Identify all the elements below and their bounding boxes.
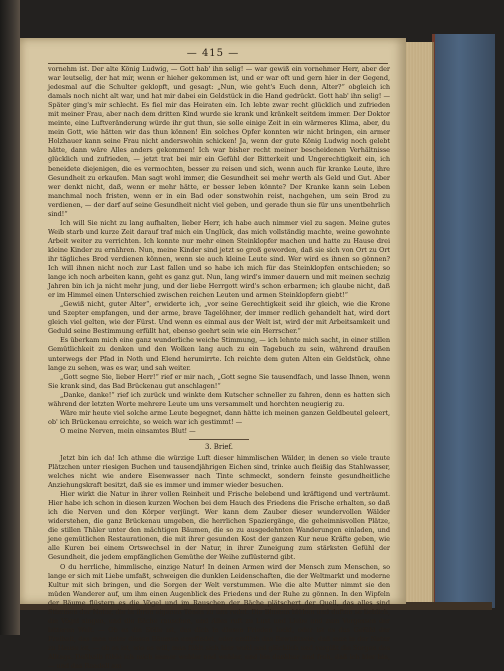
paragraph: „Gewiß nicht, guter Alter“, erwiderte ich, „vor seine Gerechtigkeit seid ihr gleich, wie die Krone und Szepter empfangen, und der arme, brave Tagelöhner, der immer redlich gehandelt hat, wird dort gleich viel gelten, wie der Fürst. Und wenn es einmal aus der Welt ist, wird der mit Arbeitsamkeit und Geduld seine Bestimmung erfüllt hat, ebenso geehrt sein wie ein Herrscher.“ <box>48 300 390 336</box>
paragraph: „Gott segne Sie, lieber Herr!“ rief er mir nach, „Gott segne Sie tausendfach, und lasse Ihnen, wenn Sie krank sind, das Bad Brückenau gut anschlagen!“ <box>48 372 390 390</box>
book-page <box>20 38 406 671</box>
section-title: 3. Brief. <box>205 442 233 451</box>
book-edge-left <box>0 0 20 635</box>
paragraph: O du herrliche, himmlische, einzige Natur! In deinen Armen wird der Mensch zum Menschen, so lange er sich mit Liebe umfaßt, schweigen die dunklen Leidenschaften, die der Weltmarkt und moderne Kultur mit sich bringen, und die Sorgen der Welt verstummen. Wie die alte Mutter nimmt sie den müden Wanderer auf, um ihm einen Augenblick des Friedens und der Ruhe zu gönnen. In den Wipfeln der Bäume flüstern es die Vögel und im Rauschen der Bäche plätschert der Quell, das alles sind Stimmen der Natur, die in ihren eigenen Tönen zu uns redet. Die Blumen blühen und duften so lieblich, die Vögel singen, und die Bäche rauschen, und Alles ruft zu Lust und Liebe und zum Vergessen der bitteren Welt. — Ob es die Stille ist, das dich in diesen Frieden lockt, oder ist es das Gefühl der Freiheit, das man unter diesen Bäumen empfindet, oder endlich das Bewußtsein, daß man in der Natur zu Hause ist, — ob es ist, wie es will, man fühlt sich hier wohl und glücklich und vergißt die Sorgen des Alltags. Deßhalb fühle ich mich immer wohler und wohler, und bin dankbar und froh, daß ich hier bin, — und das Rondell am <box>48 562 390 671</box>
book-cover <box>432 34 495 608</box>
paragraph: O meine Nerven, mein einsamtes Blut! — <box>60 426 196 435</box>
page-edges <box>406 42 434 602</box>
paragraph: Ich will Sie nicht zu lang aufhalten, lieber Herr, ich habe auch nimmer viel zu sagen. Meine gutes Weib starb und kurze Zeit darauf traf mich ein Unglück, das mich vollständig machte, weine gewohnte Arbeit weiter zu verrichten. Ich konnte nur mehr einen Steinklopfer machen und hatte zu Hause drei kleine Kinder zu ernähren. Nun, meine Kinder sind jetzt so groß geworden, daß sie sich von Ort zu Ort ihr tägliches Brod verdienen können, wenn sie auch kleine Leute sind. Wer wird es ihnen so gönnen? Ich will ihnen nicht noch zur Last fallen und so habe ich mich für das Steinklopfen entschieden; so lange ich noch arbeiten kann, geht es ganz gut. Nun, lang wird's immer dauern und mit meinen sechzig Jahren bin ich ja nicht mehr jung, und der liebe Herrgott wird's schon erbarmen; ich glaube nicht, daß er im Himmel einen Unterschied zwischen reichen Leuten und armen Steinklopfern giebt!“ <box>48 218 390 300</box>
paragraph: Wäre mir heute viel solche arme Leute begegnet, dann hätte ich meinen ganzen Geldbeutel geleert, ob' ich Brückenau erreichte, so weich war ich gestimmt! — <box>48 408 390 426</box>
paragraph: Hier wirkt die Natur in ihrer vollen Reinheit und Frische belebend und kräftigend und verträumt. Hier habe ich schon in diesen kurzen Wochen bei dem Hauch des Friedens die Frische erhalten, so daß ich die Nerven und den Körper verjüngt. Wer kann dem Zauber dieser wundervollen Wälder widerstehen, die ganz Brückenau umgeben, die herrlichen Spaziergänge, die geheimnisvollen Plätze, die stillen Thäler unter den mächtigen Bäumen, die so zu ausgedehnten Wanderungen einladen, und jene gemütlichen Restaurationen, die mit ihrer gesunden Kost der ganzen Kur neue Kräfte geben, wie alle Kuren bei einem Ortswechsel in der Natur, in ihrer Zuneigung zum stärksten Gefühl der Gesundheit, die jedem empfänglichen Gemüthe der Weihe zuflüsternd gibt. <box>48 490 390 562</box>
page-body <box>48 65 390 671</box>
section-separator <box>189 439 249 440</box>
paragraph: Es überkam mich eine ganz wunderliche weiche Stimmung, — ich lehnte mich sacht, in einer stillen Gemütlichkeit zu denken und den Wolken lang auch zu ein Tagebuch zu sein, während draußen unterwegs der Pfad in Noth und Elend herumirrte. Ich reichte dem guten Alten ein Geldstück, ohne lange zu sehen, was es war, und sah weiter. <box>48 336 390 372</box>
paragraph: vornehm ist. Der alte König Ludwig, — Gott hab' ihn selig! — war gewiß ein vornehmer Herr, aber der war leutselig, der hat mir, wenn er hieher gekommen ist, und er war oft und gern hier in der Gegend, jedesmal auf die Schulter geklopft, und gesagt: „Nun, wie geht's Euch denn, Alter?“ obgleich ich damals noch nicht alt war, und hat mir dabei ein Geldstück in die Hand gedrückt. Gott hab' ihn selig! — Später ging's mir schlecht. Es fiel mir das Heiraten ein. Ich lebte zwar recht glücklich und zufrieden mit meiner Frau, aber nach dem dritten Kind wurde sie krank und kränkelt seitdem immer. Der Doktor meinte, eine Luftveränderung würde ihr gut thun, sie solle einige Zeit in ein wärmeres Klima, aber, du mein Gott, wie hätten wir das thun können! Ein solches Opfer konnten wir nicht bringen, ein armer Holzhauer kann seine Frau nicht anderswohin schicken! Ja, wenn der gute König Ludwig noch gelebt hätte, dann wäre Alles anders gekommen! Ich war bisher recht meiner bescheidenen Verhältnisse glücklich und zufrieden, — jetzt trat bei mir ein Gefühl der Bitterkeit und Ungerechtigkeit ein, ich beneidete diejenigen, die es vermochten, besser zu reisen und sich, wenn auch für kranke Leute, ihre Gesundheit zu erkaufen. Man sagt wohl immer, die Gesundheit sei mehr werth als Geld und Gut. Aber wer denkt nicht, daß, wenn er mehr hätte, er besser leben könnte? Der Kranke kann sein Leben manchmal noch fristen, wenn er in ein Bad oder sonstwohin reist, nachgehen, um sein Brod zu verdienen, — der darf auf seine Gesundheit nicht viel geben, und gerade thun sie für uns unentbehrlich sind!“ <box>48 65 390 218</box>
paragraph: „Danke, danke!“ rief ich zurück und winkte dem Kutscher schneller zu fahren, denn es hatten sich während der letzten Worte mehrere Leute um uns versammelt und horchten neugierig zu. <box>48 390 390 408</box>
header-rule <box>48 63 388 64</box>
paragraph: Jetzt bin ich da! Ich athme die würzige Luft dieser himmlischen Wälder, in denen so viele traute Plätzchen unter riesigen Buchen und tausendjährigen Eichen sind, trinke auch fleißig das Stahlwasser, welches nicht wie andere Eisenwasser nach Tinte schmeckt, sondern feinste gesundheitliche Anziehungskraft besitzt, daß sie es immer und immer wieder besuchen. <box>48 453 390 490</box>
page-number-header: — 415 — <box>186 48 240 59</box>
